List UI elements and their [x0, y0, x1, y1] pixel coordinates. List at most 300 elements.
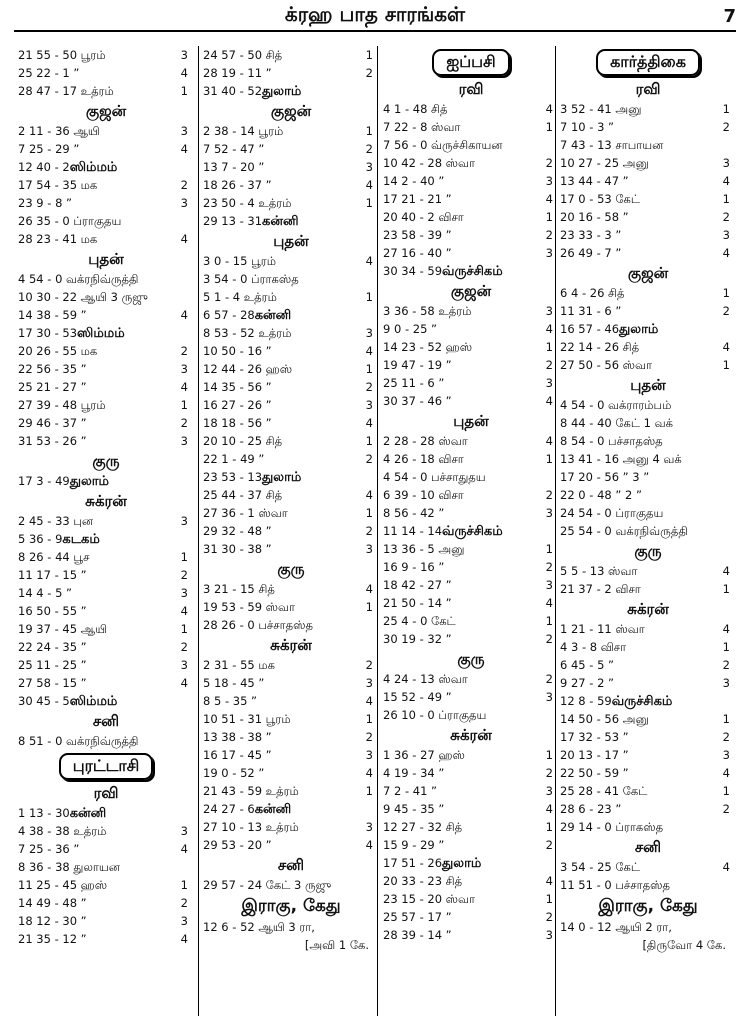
row-text: 23 53 - 13 [203, 470, 263, 484]
table-row [560, 562, 736, 580]
pada-number: 2 [365, 452, 373, 466]
pada-number: 3 [180, 434, 188, 448]
pada-number: 3 [365, 542, 373, 556]
table-row [203, 194, 379, 212]
planet-heading: ரவி [458, 80, 484, 98]
table-row [203, 782, 379, 800]
row-text: 10 51 - 31 பூரம் [203, 712, 291, 726]
row-text: 10 42 - 28 ஸ்வா [383, 156, 476, 170]
table-row [383, 800, 559, 818]
page-title: க்ரஹ பாத சாரங்கள் [284, 2, 466, 26]
table-row [560, 396, 736, 414]
row-text: 25 44 - 37 சித் [203, 488, 283, 502]
table-row [203, 288, 379, 306]
table-row [203, 64, 379, 82]
row-text: 8 56 - 42 ” [383, 506, 445, 520]
table-row [383, 908, 559, 926]
row-text: 22 50 - 59 ” [560, 766, 629, 780]
row-text: 12 8 - 59 [560, 694, 612, 708]
pada-number: 2 [545, 766, 553, 780]
table-row [383, 172, 559, 190]
pada-number: 3 [180, 124, 188, 138]
pada-number: 4 [365, 838, 373, 852]
row-text: 23 50 - 4 உத்ரம் [203, 196, 292, 210]
table-row [383, 836, 559, 854]
table-row [18, 930, 194, 948]
row-text: 14 38 - 59 ” [18, 308, 87, 322]
row-text: 25 11 - 6 ” [383, 376, 445, 390]
table-row [18, 530, 194, 548]
table-row [383, 136, 559, 154]
row-text: 4 54 - 0 பச்சாதுதய [383, 470, 486, 484]
table-row [18, 602, 194, 620]
row-text: 25 28 - 41 கேட் [560, 784, 648, 798]
row-text: 14 23 - 52 ஹஸ் [383, 340, 473, 354]
pada-number: 2 [722, 304, 730, 318]
pada-number: 2 [545, 488, 553, 502]
sign-name: துலாம் [262, 84, 302, 99]
table-row [203, 468, 379, 486]
pada-number: 1 [722, 784, 730, 798]
pada-number: 3 [545, 506, 553, 520]
row-text: 21 37 - 2 விசா [560, 582, 641, 596]
table-row [18, 432, 194, 450]
row-text: 14 50 - 56 அனு [560, 712, 649, 726]
month-box [383, 46, 559, 78]
table-row [560, 356, 736, 374]
table-row [383, 890, 559, 908]
table-row [18, 158, 194, 176]
table-row [203, 692, 379, 710]
planet-heading: சனி [634, 838, 662, 856]
row-text: 31 30 - 38 ” [203, 542, 272, 556]
table-row [560, 486, 736, 504]
row-text: 2 11 - 36 ஆயி [18, 124, 100, 138]
table-row [560, 620, 736, 638]
row-text: 10 27 - 25 அனு [560, 156, 649, 170]
table-row [203, 176, 379, 194]
row-text: 14 4 - 5 ” [18, 586, 72, 600]
pada-number: 2 [365, 730, 373, 744]
pada-number: 4 [365, 344, 373, 358]
table-row [560, 136, 736, 154]
pada-number: 3 [365, 676, 373, 690]
row-text: 13 36 - 5 அனு [383, 542, 465, 556]
table-row [18, 140, 194, 158]
row-text: 15 52 - 49 ” [383, 690, 452, 704]
table-row [18, 472, 194, 490]
table-row [383, 612, 559, 630]
pada-number: 1 [365, 124, 373, 138]
table-row [203, 580, 379, 598]
pada-number: 4 [722, 340, 730, 354]
pada-number: 2 [545, 156, 553, 170]
table-row [203, 876, 379, 894]
row-text: 25 22 - 1 ” [18, 66, 80, 80]
pada-number: 3 [180, 658, 188, 672]
table-row [560, 302, 736, 320]
row-text: 11 51 - 0 பச்சாதஸ்த [560, 878, 670, 892]
row-text: 7 25 - 29 ” [18, 142, 80, 156]
row-text: 12 44 - 26 ஹஸ் [203, 362, 293, 376]
table-row [18, 548, 194, 566]
pada-number: 1 [722, 640, 730, 654]
row-text: 22 14 - 26 சித் [560, 340, 640, 354]
pada-number: 1 [365, 784, 373, 798]
row-text: 6 57 - 28 [203, 308, 255, 322]
row-text: 14 0 - 12 ஆயி 2 ரா, [560, 920, 672, 934]
table-row [560, 414, 736, 432]
row-text: 19 47 - 19 ” [383, 358, 452, 372]
row-text: 17 21 - 21 ” [383, 192, 452, 206]
row-text: 21 55 - 50 பூரம் [18, 48, 106, 62]
table-row [18, 894, 194, 912]
row-text: 14 2 - 40 ” [383, 174, 445, 188]
month-box [18, 750, 194, 782]
table-row [18, 360, 194, 378]
row-text: 22 0 - 48 ” 2 ” [560, 488, 642, 502]
table-row [560, 710, 736, 728]
sign-name: கன்னி [254, 308, 292, 323]
note-text: [திருவோ 4 கே. [642, 938, 726, 952]
sign-name: கன்னி [254, 802, 292, 817]
table-row [383, 262, 559, 280]
table-row [560, 244, 736, 262]
table-row [203, 918, 379, 936]
row-text: 5 18 - 45 ” [203, 676, 265, 690]
table-row [383, 872, 559, 890]
row-text: 19 0 - 52 ” [203, 766, 265, 780]
row-text: 2 38 - 14 பூரம் [203, 124, 284, 138]
row-text: 2 45 - 33 புன [18, 514, 94, 528]
table-row [383, 630, 559, 648]
pada-number: 1 [365, 362, 373, 376]
table-row [560, 656, 736, 674]
row-text: 5 5 - 13 ஸ்வா [560, 564, 638, 578]
pada-number: 4 [545, 394, 553, 408]
table-row [203, 140, 379, 158]
pada-number: 2 [722, 210, 730, 224]
table-row [18, 912, 194, 930]
row-text: 20 13 - 17 ” [560, 748, 629, 762]
table-row [18, 512, 194, 530]
row-text: 4 19 - 34 ” [383, 766, 445, 780]
pada-number: 1 [722, 712, 730, 726]
table-row [383, 374, 559, 392]
row-text: 11 14 - 14 [383, 524, 443, 538]
table-row [383, 190, 559, 208]
sign-name: துலாம் [619, 322, 659, 337]
row-text: 31 40 - 52 [203, 84, 263, 98]
table-row [560, 338, 736, 356]
pada-number: 1 [722, 286, 730, 300]
table-row [18, 378, 194, 396]
row-text: 28 23 - 41 மக [18, 232, 98, 246]
table-row [560, 918, 736, 936]
table-row [18, 584, 194, 602]
table-row [560, 728, 736, 746]
table-row [203, 306, 379, 324]
pada-number: 3 [545, 578, 553, 592]
pada-number: 3 [722, 228, 730, 242]
month-title: ஐப்பசி [432, 49, 509, 76]
table-row [383, 356, 559, 374]
table-row [203, 46, 379, 64]
pada-number: 2 [545, 910, 553, 924]
table-row [18, 692, 194, 710]
table-row [383, 118, 559, 136]
table-row [560, 782, 736, 800]
row-text: 4 54 - 0 வக்ரநிவ்ருத்தி [18, 272, 139, 286]
row-text: 6 4 - 26 சித் [560, 286, 625, 300]
pada-number: 3 [545, 304, 553, 318]
month-title: கார்த்திகை [596, 49, 700, 76]
pada-number: 1 [722, 582, 730, 596]
pada-number: 1 [365, 712, 373, 726]
pada-number: 1 [180, 84, 188, 98]
note-text: [அவி 1 கே. [304, 938, 369, 952]
pada-number: 1 [180, 398, 188, 412]
row-text: 16 50 - 55 ” [18, 604, 87, 618]
row-text: 22 24 - 35 ” [18, 640, 87, 654]
table-row [560, 468, 736, 486]
planet-heading: குஜன் [270, 102, 312, 120]
planet-heading: புதன் [453, 412, 489, 430]
sign-name: ஸிம்மம் [69, 160, 118, 175]
table-row [18, 822, 194, 840]
planet-heading: குரு [277, 560, 305, 578]
table-row [560, 284, 736, 302]
pada-number: 2 [180, 896, 188, 910]
table-row [18, 306, 194, 324]
pada-number: 1 [545, 614, 553, 628]
pada-number: 4 [545, 322, 553, 336]
pada-number: 3 [365, 326, 373, 340]
table-row [560, 432, 736, 450]
table-row [383, 338, 559, 356]
pada-number: 2 [180, 416, 188, 430]
table-row [203, 616, 379, 634]
planet-heading: குஜன் [450, 282, 492, 300]
table-row [560, 876, 736, 894]
pada-number: 4 [180, 842, 188, 856]
table-row [18, 566, 194, 584]
row-text: 27 36 - 1 ஸ்வா [203, 506, 288, 520]
row-text: 12 27 - 32 சித் [383, 820, 463, 834]
row-text: 30 37 - 46 ” [383, 394, 452, 408]
section-heading: இராகு, கேது [241, 896, 341, 916]
pada-number: 4 [180, 676, 188, 690]
pada-number: 4 [545, 802, 553, 816]
row-text: 31 53 - 26 ” [18, 434, 87, 448]
row-text: 27 10 - 13 உத்ரம் [203, 820, 299, 834]
row-text: 18 18 - 56 ” [203, 416, 272, 430]
table-row [383, 540, 559, 558]
table-row [560, 800, 736, 818]
pada-number: 4 [365, 766, 373, 780]
row-text: 7 10 - 3 ” [560, 120, 614, 134]
pada-number: 4 [722, 860, 730, 874]
row-text: 28 47 - 17 உத்ரம் [18, 84, 114, 98]
table-row [203, 158, 379, 176]
column-1 [18, 46, 194, 1016]
table-row [383, 926, 559, 944]
row-text: 24 57 - 50 சித் [203, 48, 283, 62]
table-row [18, 46, 194, 64]
table-row [383, 558, 559, 576]
table-row [560, 190, 736, 208]
pada-number: 1 [545, 542, 553, 556]
row-text: 8 54 - 0 பச்சாதஸ்த [560, 434, 663, 448]
row-text: 19 37 - 45 ஆயி [18, 622, 108, 636]
row-text: 11 31 - 6 ” [560, 304, 622, 318]
row-text: 29 57 - 24 கேட் 3 ருஜு [203, 878, 332, 892]
row-text: 8 26 - 44 பூச [18, 550, 90, 564]
row-text: 13 7 - 20 ” [203, 160, 265, 174]
pada-number: 4 [365, 694, 373, 708]
pada-number: 1 [545, 120, 553, 134]
row-text: 16 27 - 26 ” [203, 398, 272, 412]
table-row [203, 212, 379, 230]
row-text: 12 40 - 2 [18, 160, 70, 174]
table-row [383, 392, 559, 410]
table-row [18, 656, 194, 674]
table-row [203, 450, 379, 468]
table-row [203, 836, 379, 854]
row-text: 11 17 - 15 ” [18, 568, 87, 582]
table-row [560, 638, 736, 656]
table-row [18, 840, 194, 858]
row-text: 20 16 - 58 ” [560, 210, 629, 224]
table-row [383, 320, 559, 338]
pada-number: 1 [545, 452, 553, 466]
table-row [203, 324, 379, 342]
column-3 [383, 46, 559, 1016]
table-row [560, 818, 736, 836]
row-text: 20 10 - 25 சித் [203, 434, 283, 448]
table-row [203, 82, 379, 100]
row-text: 29 32 - 48 ” [203, 524, 272, 538]
table-row [18, 64, 194, 82]
table-row [18, 288, 194, 306]
row-text: 4 24 - 13 ஸ்வா [383, 672, 468, 686]
pada-number: 1 [180, 622, 188, 636]
table-row [383, 782, 559, 800]
table-row [203, 674, 379, 692]
row-text: 24 27 - 6 [203, 802, 255, 816]
header-rule [14, 30, 736, 32]
table-row [383, 688, 559, 706]
row-text: 4 3 - 8 விசா [560, 640, 627, 654]
row-text: 9 27 - 2 ” [560, 676, 614, 690]
pada-number: 3 [365, 160, 373, 174]
row-text: 15 9 - 29 ” [383, 838, 445, 852]
table-row [18, 638, 194, 656]
pada-number: 4 [365, 254, 373, 268]
row-text: 28 26 - 0 பச்சாதஸ்த [203, 618, 313, 632]
row-text: 27 16 - 40 ” [383, 246, 452, 260]
table-row [560, 504, 736, 522]
row-text: 17 54 - 35 மக [18, 178, 98, 192]
table-row [560, 764, 736, 782]
row-text: 6 45 - 5 ” [560, 658, 614, 672]
pada-number: 4 [545, 192, 553, 206]
pada-number: 3 [180, 48, 188, 62]
row-text: 25 4 - 0 கேட் [383, 614, 456, 628]
row-text: 17 30 - 53 [18, 326, 78, 340]
planet-heading: குஜன் [627, 264, 669, 282]
table-row [383, 854, 559, 872]
table-row [383, 244, 559, 262]
row-text: 10 30 - 22 ஆயி 3 ருஜு [18, 290, 148, 304]
pada-number: 2 [180, 178, 188, 192]
planet-heading: குரு [457, 650, 485, 668]
table-row [383, 100, 559, 118]
table-row [383, 468, 559, 486]
row-text: 29 14 - 0 ப்ராகஸ்த [560, 820, 664, 834]
pada-number: 4 [545, 874, 553, 888]
row-text: 26 35 - 0 ப்ராகுதய [18, 214, 122, 228]
row-text: 18 42 - 27 ” [383, 578, 452, 592]
pada-number: 4 [180, 308, 188, 322]
pada-number: 4 [722, 246, 730, 260]
planet-heading: ரவி [635, 80, 661, 98]
row-text: 4 38 - 38 உத்ரம் [18, 824, 107, 838]
row-text: 23 9 - 8 ” [18, 196, 72, 210]
pada-number: 1 [180, 550, 188, 564]
row-text: 17 20 - 56 ” 3 ” [560, 470, 650, 484]
row-text: 3 36 - 58 உத்ரம் [383, 304, 472, 318]
pada-number: 3 [545, 784, 553, 798]
row-text: 4 26 - 18 விசா [383, 452, 464, 466]
table-row [203, 598, 379, 616]
row-text: 20 33 - 23 சித் [383, 874, 463, 888]
row-text: 18 12 - 30 ” [18, 914, 87, 928]
row-text: 11 25 - 45 ஹஸ் [18, 878, 108, 892]
pada-number: 4 [722, 564, 730, 578]
pada-number: 2 [365, 66, 373, 80]
pada-number: 1 [365, 434, 373, 448]
row-text: 3 0 - 15 பூரம் [203, 254, 276, 268]
pada-number: 3 [365, 398, 373, 412]
row-text: 13 41 - 16 அனு 4 வக் [560, 452, 682, 466]
pada-number: 1 [545, 210, 553, 224]
pada-number: 3 [180, 824, 188, 838]
table-row [560, 320, 736, 338]
pada-number: 2 [365, 524, 373, 538]
pada-number: 1 [545, 340, 553, 354]
table-row [18, 674, 194, 692]
row-text: 8 44 - 40 கேட் 1 வக் [560, 416, 674, 430]
pada-number: 2 [365, 658, 373, 672]
table-row [560, 118, 736, 136]
row-text: 20 40 - 2 விசா [383, 210, 464, 224]
pada-number: 1 [722, 358, 730, 372]
pada-number: 1 [365, 196, 373, 210]
row-text: 28 19 - 11 ” [203, 66, 272, 80]
table-row [203, 746, 379, 764]
table-row [18, 194, 194, 212]
pada-number: 1 [365, 48, 373, 62]
row-text: 29 53 - 20 ” [203, 838, 272, 852]
row-text: 2 31 - 55 மக [203, 658, 275, 672]
table-row [203, 728, 379, 746]
pada-number: 3 [365, 820, 373, 834]
row-text: 28 39 - 14 ” [383, 928, 452, 942]
table-row [383, 450, 559, 468]
planet-heading: சனி [92, 712, 120, 730]
table-row [18, 858, 194, 876]
